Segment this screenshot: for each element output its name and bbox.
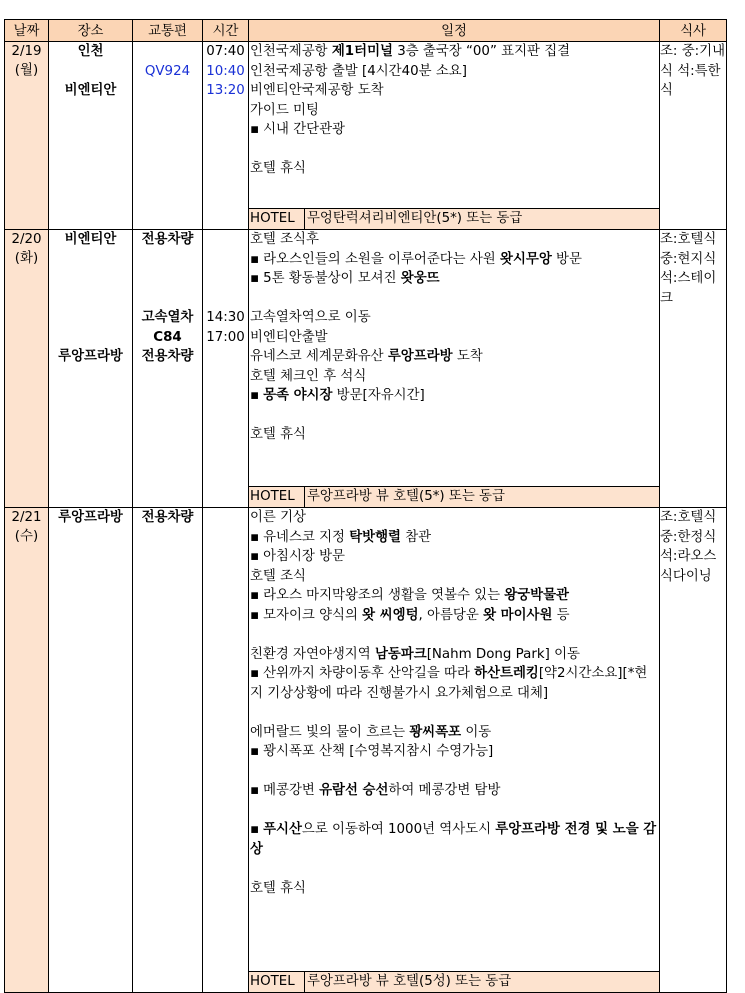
schedule-text: 등: [552, 607, 570, 623]
schedule-line: [250, 159, 659, 179]
schedule-highlight: 유람선 승선: [319, 783, 389, 798]
date-cell: [5, 230, 49, 508]
schedule-line: [250, 625, 659, 645]
bullet-icon: [250, 822, 263, 837]
schedule-text: 방문: [551, 251, 582, 267]
schedule-line: [250, 742, 659, 762]
schedule-line: [250, 801, 659, 821]
place-line: 인천: [77, 44, 104, 59]
transport-cell: [133, 508, 203, 993]
hotel-row: [249, 971, 659, 992]
top-strip: [0, 0, 745, 19]
place-line: 비엔티안: [64, 232, 117, 247]
place-line: [49, 289, 132, 309]
bullet-icon: [250, 549, 263, 564]
schedule-highlight: 몽족 야시장: [263, 388, 333, 403]
place-line: [49, 62, 132, 82]
weekday-text: (수): [14, 529, 39, 544]
bullet-icon: [250, 122, 263, 137]
schedule-line: [250, 120, 659, 140]
bullet-icon: [250, 744, 263, 759]
schedule-line: [250, 81, 659, 101]
schedule-text: 라오스 마지막왕조의 생활을 엿볼수 있는: [263, 588, 505, 603]
time-cell: [203, 508, 249, 993]
schedule-cell: [249, 42, 660, 230]
time-cell: [203, 42, 249, 230]
place-line: 비엔티안: [64, 83, 117, 98]
schedule-text: 으로 이동하여 1000년 역사도시: [301, 822, 496, 837]
place-cell: [49, 508, 133, 993]
schedule-line: [250, 328, 659, 348]
schedule-text: 시내 간단관광: [263, 122, 345, 137]
transport-line: [133, 250, 202, 270]
transport-cell: [133, 42, 203, 230]
time-line: 17:00: [206, 329, 245, 345]
place-line: [49, 250, 132, 270]
schedule-highlight: 남동파크: [374, 646, 427, 662]
time-line: 10:40: [206, 63, 245, 79]
time-line: 07:40: [206, 44, 245, 59]
hotel-name: 루앙프라방 뷰 호텔(5성) 또는 동급: [307, 974, 512, 989]
transport-line: 전용차량: [141, 232, 194, 247]
hotel-label: HOTEL: [249, 972, 305, 992]
time-cell: [203, 230, 249, 508]
schedule-line: [250, 230, 659, 250]
schedule-line: [250, 347, 659, 367]
time-line: [203, 269, 248, 289]
schedule-lines: [249, 508, 659, 971]
schedule-line: [250, 101, 659, 121]
time-line: [203, 230, 248, 250]
transport-line: 전용차량: [141, 349, 194, 364]
schedule-line: [250, 879, 659, 899]
header-schedule: 일정: [249, 20, 660, 42]
place-line: [49, 328, 132, 348]
schedule-line: [250, 62, 659, 82]
schedule-line: [250, 820, 659, 859]
schedule-highlight: 루앙프라방 전경 및 노을 감상: [250, 822, 657, 857]
schedule-highlight: 루앙프라방: [387, 349, 453, 364]
schedule-lines: [249, 42, 659, 208]
day-row: [5, 230, 727, 508]
flight-number: QV924: [144, 63, 191, 79]
transport-line: C84: [153, 329, 182, 345]
schedule-line: [250, 586, 659, 606]
place-line: [49, 308, 132, 328]
day-row: [5, 508, 727, 993]
hotel-label: HOTEL: [249, 487, 305, 507]
header-row: [5, 20, 727, 42]
schedule-highlight: 하산트레킹: [474, 666, 539, 681]
hotel-label: HOTEL: [249, 209, 305, 229]
schedule-text: 호텔 휴식: [250, 880, 306, 896]
schedule-text: [약2시간소요][*현지 기상상황에 따라 진행불가시 요가체험으로 대체]: [250, 666, 648, 701]
schedule-line: [250, 762, 659, 782]
schedule-line: [250, 42, 659, 62]
schedule-text: 유네스코 세계문화유산: [250, 349, 388, 364]
schedule-text: 아침시장 방문: [263, 549, 345, 564]
schedule-line: [250, 723, 659, 743]
bullet-icon: [250, 271, 263, 286]
header-place: 장소: [49, 20, 133, 42]
schedule-highlight: 탁밧행렬: [349, 529, 401, 545]
schedule-line: [250, 386, 659, 406]
schedule-text: 참관: [400, 529, 432, 545]
schedule-text: 꽝시폭포 산책 [수영복지참시 수영가능]: [263, 744, 494, 759]
place-line: 루앙프라방: [58, 349, 123, 364]
header-meal: 식사: [660, 20, 727, 42]
schedule-text: 에머랄드 빛의 물이 흐르는: [250, 724, 410, 740]
schedule-text: 비엔티안출발: [250, 329, 328, 345]
schedule-text: 하여 메콩강변 탐방: [388, 783, 501, 798]
schedule-text: 방문[자유시간]: [332, 388, 425, 403]
transport-line: 고속열차: [141, 310, 194, 325]
schedule-text: 호텔 조식후: [250, 232, 319, 247]
schedule-text: , 아름당운: [418, 607, 484, 623]
schedule-line: [250, 547, 659, 567]
place-cell: [49, 230, 133, 508]
hotel-name: 무엉탄럭셔리비엔티안(5*) 또는 동급: [307, 211, 523, 226]
transport-line: 전용차량: [141, 510, 194, 525]
schedule-text: 5톤 황동불상이 모셔진: [263, 271, 401, 286]
place-cell: [49, 42, 133, 230]
hotel-name: 루앙프라방 뷰 호텔(5*) 또는 동급: [307, 489, 505, 504]
schedule-highlight: 제1터미널: [331, 44, 393, 59]
schedule-highlight: 왓 마이사원: [483, 607, 553, 623]
schedule-line: [250, 645, 659, 665]
schedule-text: 이른 기상: [250, 510, 306, 525]
schedule-text: 비엔티안국제공항 도착: [250, 83, 384, 98]
schedule-line: [250, 140, 659, 160]
meal-cell: 조:호텔식 중:현지식 석:스테이크: [660, 230, 727, 508]
date-text: 2/20: [11, 232, 42, 247]
schedule-highlight: 왓웅뜨: [400, 271, 440, 286]
schedule-text: 산위까지 차량이동후 산악길을 따라: [263, 666, 475, 681]
schedule-text: 인천국제공항: [250, 44, 332, 59]
schedule-line: [250, 528, 659, 548]
schedule-text: 호텔 체크인 후 석식: [250, 368, 367, 384]
header-time: 시간: [203, 20, 249, 42]
bullet-icon: [250, 388, 263, 403]
schedule-line: [250, 425, 659, 445]
bullet-icon: [250, 608, 263, 623]
schedule-highlight: 왕궁박물관: [504, 588, 569, 603]
schedule-line: [250, 508, 659, 528]
schedule-line: [250, 859, 659, 879]
schedule-line: [250, 308, 659, 328]
time-line: [203, 289, 248, 309]
transport-line: [133, 42, 202, 62]
schedule-highlight: 푸시산: [263, 822, 302, 837]
meal-cell: 조: 중:기내식 석:특한식: [660, 42, 727, 230]
weekday-text: (월): [14, 63, 39, 78]
transport-cell: [133, 230, 203, 508]
schedule-cell: [249, 230, 660, 508]
schedule-line: [250, 289, 659, 309]
bullet-icon: [250, 530, 263, 545]
schedule-line: [250, 250, 659, 270]
schedule-text: [Nahm Dong Park] 이동: [426, 646, 580, 662]
schedule-text: 고속열차역으로 이동: [250, 310, 371, 325]
header-transport: 교통편: [133, 20, 203, 42]
schedule-line: [250, 269, 659, 289]
header-date: 날짜: [5, 20, 49, 42]
time-line: 13:20: [206, 83, 245, 98]
schedule-line: [250, 367, 659, 387]
place-line: 루앙프라방: [58, 510, 123, 525]
bullet-icon: [250, 666, 263, 681]
itinerary-table: [4, 19, 727, 993]
schedule-highlight: 꽝씨폭포: [409, 724, 462, 740]
bullet-icon: [250, 252, 263, 267]
transport-line: [133, 289, 202, 309]
schedule-text: 호텔 휴식: [250, 161, 306, 176]
time-line: 14:30: [206, 310, 245, 325]
schedule-highlight: 왓 씨엥텅: [362, 607, 419, 623]
hotel-row: [249, 486, 659, 507]
schedule-line: [250, 664, 659, 703]
schedule-text: 도착: [452, 349, 483, 364]
schedule-text: 이동: [461, 724, 492, 740]
meal-cell: 조:호텔식 중:한정식 석:라오스식다이닝: [660, 508, 727, 993]
place-line: [49, 269, 132, 289]
date-cell: [5, 42, 49, 230]
date-text: 2/21: [11, 510, 42, 525]
schedule-line: [250, 606, 659, 626]
schedule-text: 유네스코 지정: [263, 529, 350, 545]
schedule-line: [250, 703, 659, 723]
date-text: 2/19: [11, 44, 42, 59]
schedule-line: [250, 781, 659, 801]
schedule-lines: [249, 230, 659, 486]
transport-line: [133, 269, 202, 289]
schedule-line: [250, 406, 659, 426]
schedule-text: 친환경 자연야생지역: [250, 646, 375, 662]
schedule-text: 3층 출국장 “00” 표지판 집결: [392, 44, 571, 59]
schedule-text: 호텔 휴식: [250, 427, 306, 442]
time-line: [203, 250, 248, 270]
schedule-text: 가이드 미팅: [250, 102, 319, 118]
bullet-icon: [250, 783, 263, 798]
date-cell: [5, 508, 49, 993]
schedule-cell: [249, 508, 660, 993]
schedule-line: [250, 567, 659, 587]
schedule-text: 인천국제공항 출발 [4시간40분 소요]: [250, 63, 467, 79]
day-row: [5, 42, 727, 230]
bullet-icon: [250, 588, 263, 603]
weekday-text: (화): [14, 251, 39, 266]
schedule-highlight: 왓시무앙: [500, 251, 552, 267]
schedule-text: 메콩강변: [263, 783, 320, 798]
hotel-row: [249, 208, 659, 229]
schedule-text: 호텔 조식: [250, 568, 306, 584]
schedule-text: 모자이크 양식의: [263, 607, 363, 623]
schedule-text: 라오스인들의 소원을 이루어준다는 사원: [263, 251, 501, 267]
